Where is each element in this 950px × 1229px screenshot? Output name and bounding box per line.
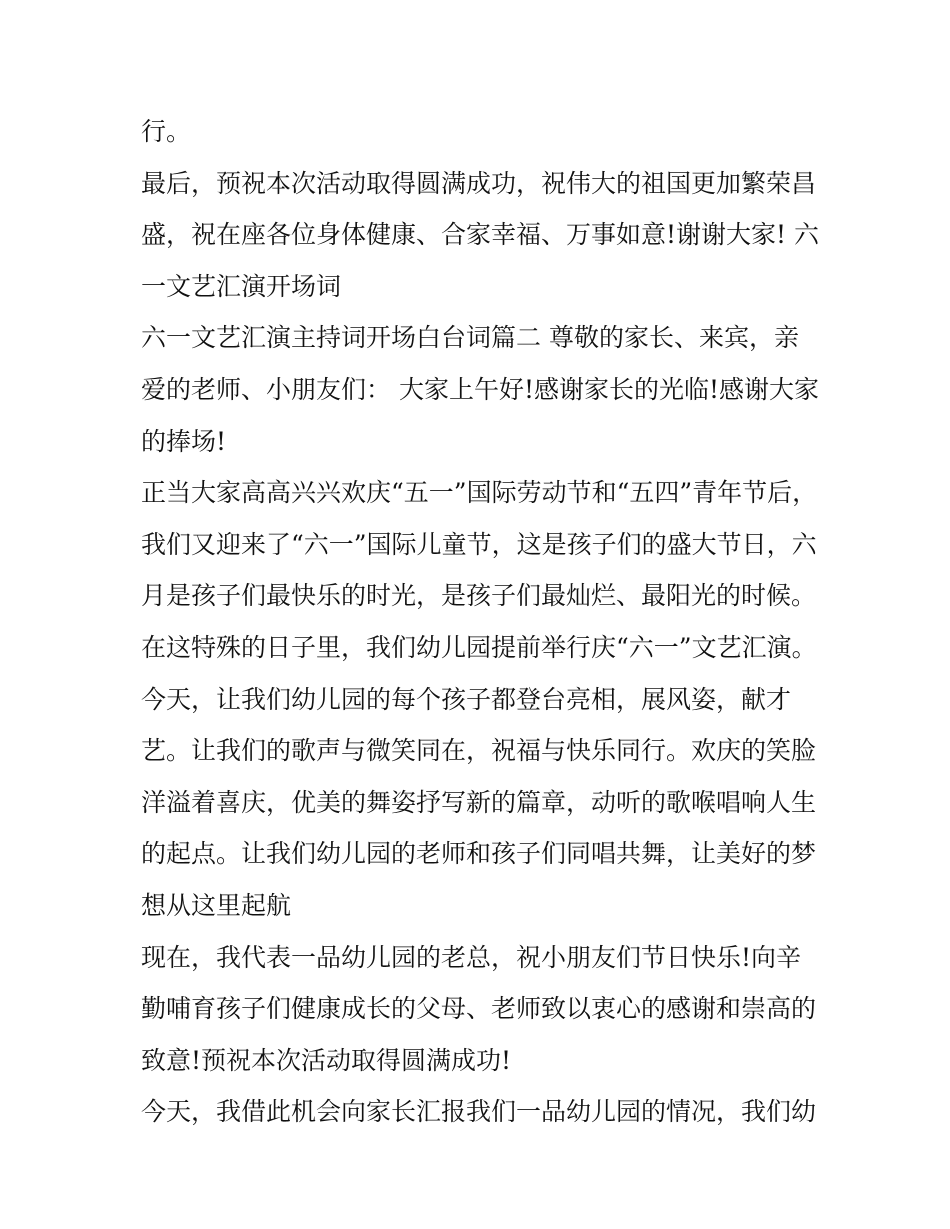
paragraph bbox=[141, 312, 820, 467]
text-line: 现在，我代表一品幼儿园的老总，祝小朋友们节日快乐!向辛 bbox=[141, 942, 802, 972]
text-line: 的起点。让我们幼儿园的老师和孩子们同唱共舞，让美好的梦 bbox=[141, 839, 817, 869]
text-line: 致意!预祝本次活动取得圆满成功! bbox=[141, 1045, 512, 1075]
text-line: 月是孩子们最快乐的时光，是孩子们最灿烂、最阳光的时候。 bbox=[141, 581, 817, 611]
paragraph bbox=[141, 106, 813, 158]
text-line: 爱的老师、小朋友们： 大家上午好!感谢家长的光临!感谢大家 bbox=[141, 374, 820, 404]
paragraph bbox=[141, 932, 817, 1087]
text-line: 今天，让我们幼儿园的每个孩子都登台亮相，展风姿，献才 bbox=[141, 684, 792, 714]
text-line: 六一文艺汇演主持词开场白台词篇二 尊敬的家长、来宾，亲 bbox=[141, 323, 799, 353]
text-line: 今天，我借此机会向家长汇报我们一品幼儿园的情况，我们幼 bbox=[141, 1097, 817, 1127]
text-line: 艺。让我们的歌声与微笑同在，祝福与快乐同行。欢庆的笑脸 bbox=[141, 736, 817, 766]
paragraph bbox=[141, 158, 820, 313]
text-line: 想从这里起航 bbox=[141, 890, 292, 920]
text-line: 勤哺育孩子们健康成长的父母、老师致以衷心的感谢和崇高的 bbox=[141, 994, 817, 1024]
text-line: 最后，预祝本次活动取得圆满成功，祝伟大的祖国更加繁荣昌 bbox=[141, 168, 817, 198]
text-line: 的捧场! bbox=[141, 426, 227, 456]
text-line: 我们又迎来了“六一”国际儿童节，这是孩子们的盛大节日，六 bbox=[141, 529, 817, 559]
text-line: 盛，祝在座各位身体健康、合家幸福、万事如意!谢谢大家! 六 bbox=[141, 220, 820, 250]
text-line: 正当大家高高兴兴欢庆“五一”国际劳动节和“五四”青年节后， bbox=[141, 478, 818, 508]
text-line: 在这特殊的日子里，我们幼儿园提前举行庆“六一”文艺汇演。 bbox=[141, 632, 817, 662]
text-line: 行。 bbox=[141, 117, 192, 146]
paragraph bbox=[141, 1086, 817, 1138]
text-line: 一文艺汇演开场词 bbox=[141, 271, 342, 301]
paragraph bbox=[141, 467, 818, 931]
document-body bbox=[141, 106, 820, 1138]
text-line: 洋溢着喜庆，优美的舞姿抒写新的篇章，动听的歌喉唱响人生 bbox=[141, 787, 817, 817]
